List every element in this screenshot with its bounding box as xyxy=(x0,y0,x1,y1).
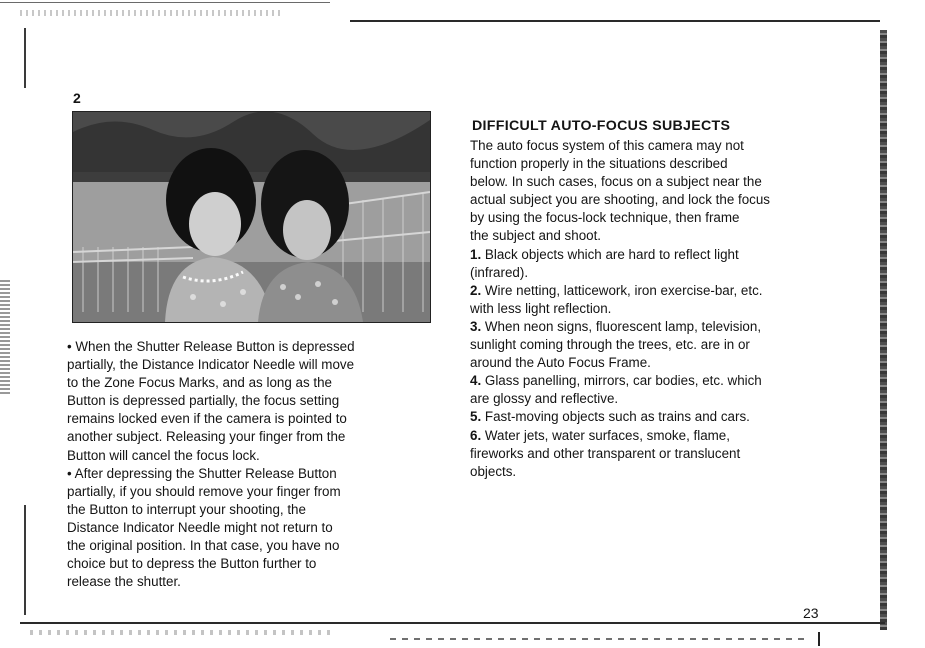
left-column-text xyxy=(67,338,437,591)
list-item-number: 2. xyxy=(470,282,482,298)
list-item xyxy=(470,408,850,426)
figure-number: 2 xyxy=(73,90,81,106)
left-border-rule xyxy=(24,28,26,88)
list-item-number: 6. xyxy=(470,427,482,443)
scan-edge-dots xyxy=(0,280,10,395)
list-item-text: When neon signs, fluorescent lamp, television, sunlight coming through the trees, etc. are in or around the Auto Focus Frame. xyxy=(470,318,762,371)
list-item-text: Fast-moving objects such as trains and cars. xyxy=(484,409,750,425)
list-item xyxy=(470,427,850,481)
list-item-text: Water jets, water surfaces, smoke, flame, fireworks and other transparent or translucent objects. xyxy=(470,427,741,479)
list-item-text: Wire netting, latticework, iron exercise-bar, etc. with less light reflection. xyxy=(470,282,763,316)
right-column-text xyxy=(470,137,850,481)
right-binding-edge xyxy=(880,30,887,630)
list-item xyxy=(470,282,850,318)
left-border-rule-lower xyxy=(24,505,26,615)
note-needle-return: • After depressing the Shutter Release Button partially, if you should remove your finger from the Button to interrupt your shooting, the Distance Indicator Needle might not return to the original position. In that case, you have no choice but to depress the Button further to release the shutter. xyxy=(67,465,341,590)
list-item xyxy=(470,318,850,372)
list-item-text: Black objects which are hard to reflect light (infrared). xyxy=(470,246,739,280)
scan-edge-dashes-bottom xyxy=(390,638,810,640)
top-border-rule xyxy=(350,20,880,22)
example-photo xyxy=(72,111,431,323)
scan-edge-noise-bottom xyxy=(30,630,330,635)
note-focus-lock: • When the Shutter Release Button is depressed partially, the Distance Indicator Needle will move to the Zone Focus Marks, and as long as the Button is depressed partially, the focus setting remains locked even if the camera is pointed to another subject. Releasing your finger from the Button will cancel the focus lock. xyxy=(67,339,355,463)
list-item xyxy=(470,372,850,408)
intro-paragraph: The auto focus system of this camera may not function properly in the situations described below. In such cases, focus on a subject near the actual subject you are shooting, and lock the focus by using the focus-lock technique, then frame the subject and shoot. xyxy=(470,138,770,244)
section-heading: DIFFICULT AUTO-FOCUS SUBJECTS xyxy=(472,118,731,134)
list-item-number: 3. xyxy=(470,318,482,334)
list-item-number: 1. xyxy=(470,246,482,262)
list-item-number: 4. xyxy=(470,373,482,389)
scan-edge-noise xyxy=(20,10,280,16)
scan-edge-line xyxy=(0,2,330,3)
list-item-number: 5. xyxy=(470,409,482,425)
bottom-border-rule xyxy=(20,622,885,624)
list-item-text: Glass panelling, mirrors, car bodies, etc. which are glossy and reflective. xyxy=(470,373,762,407)
scan-stray-mark xyxy=(818,632,820,646)
list-item xyxy=(470,246,850,282)
photo-illustration xyxy=(73,112,430,322)
page-number: 23 xyxy=(803,605,819,621)
